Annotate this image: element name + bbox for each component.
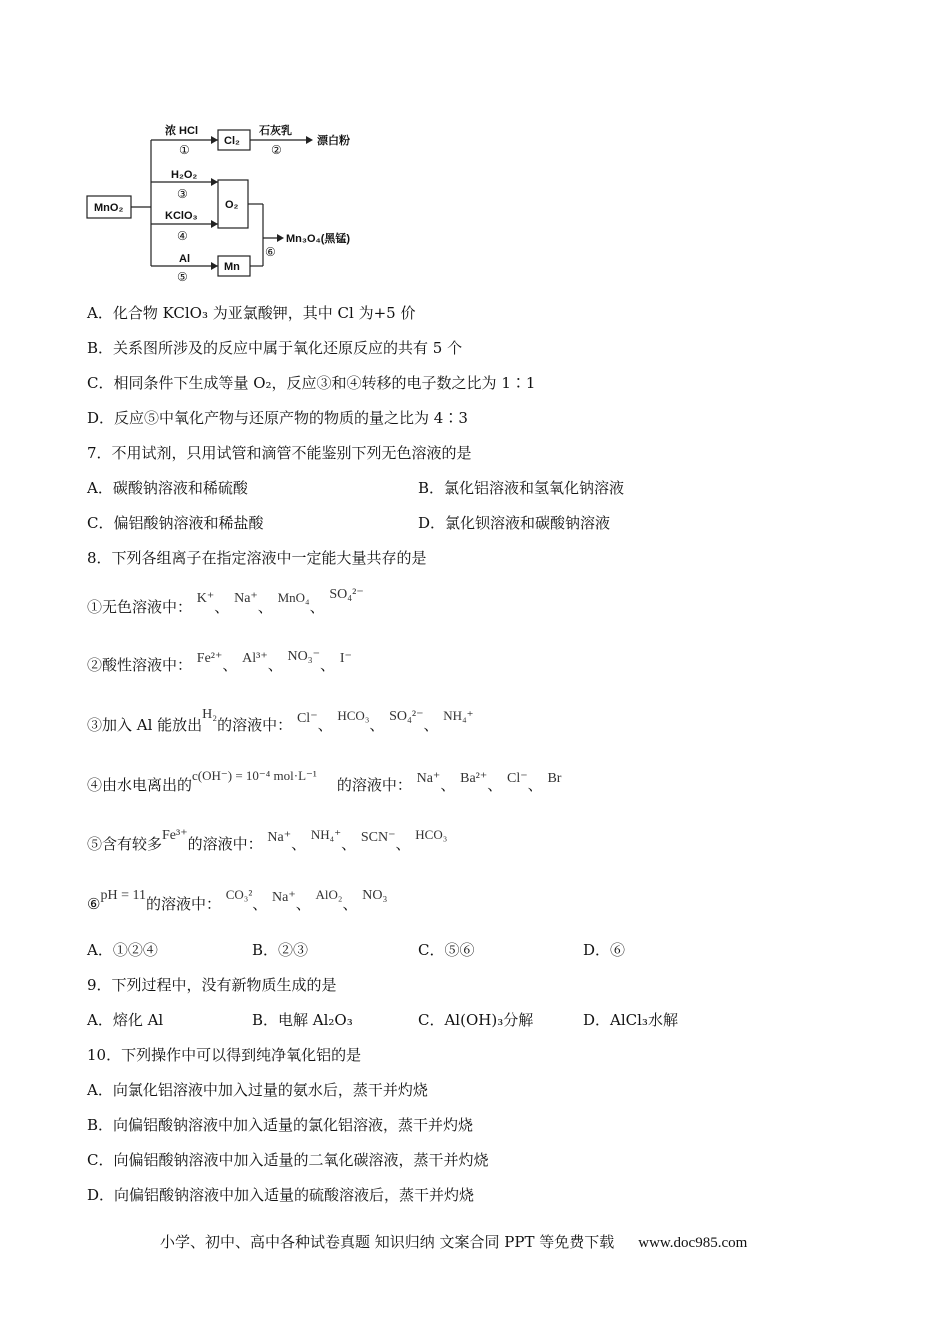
s5-label-a: ⑤含有较多	[87, 835, 163, 853]
s2-label: ②酸性溶液中：	[87, 656, 193, 674]
o2-label: O₂	[225, 199, 239, 211]
q8-statement-6: ⑥pH = 11的溶液中： CO₃²、 Na⁺、 AlO₂、 NO₃	[87, 887, 388, 913]
al-label: Al	[179, 253, 190, 265]
q9-option-b[interactable]: B．电解 Al₂O₃	[252, 1011, 353, 1029]
ion: SO₄²⁻	[329, 587, 364, 602]
q7-option-d[interactable]: D．氯化钡溶液和碳酸钠溶液	[418, 514, 611, 532]
s4-label-b: 的溶液中：	[336, 776, 412, 794]
step-6: ⑥	[265, 245, 276, 259]
q8-stem: 8．下列各组离子在指定溶液中一定能大量共存的是	[87, 549, 427, 567]
q7-option-c[interactable]: C．偏铝酸钠溶液和稀盐酸	[87, 514, 264, 532]
ion: Fe²⁺	[196, 651, 223, 666]
mn-label: Mn	[224, 261, 240, 273]
step-2: ②	[271, 143, 282, 157]
step-5: ⑤	[177, 270, 188, 284]
s5-label-b: 的溶液中：	[187, 835, 263, 853]
ion: NH₄⁺	[310, 827, 342, 842]
ion: MnO₄	[277, 590, 310, 605]
ion: NO₃⁻	[287, 649, 321, 664]
s6-label-b: 的溶液中：	[145, 895, 221, 913]
bleach-label: 漂白粉	[317, 135, 350, 147]
q8-option-d[interactable]: D．⑥	[583, 941, 626, 959]
q8-statement-3: ③加入 Al 能放出H₂的溶液中： Cl⁻、 HCO₃、 SO₄²⁻、 NH₄⁺	[87, 707, 474, 734]
ion: Na⁺	[272, 890, 296, 905]
ion: SCN⁻	[360, 830, 396, 845]
q10-stem: 10．下列操作中可以得到纯净氧化铝的是	[87, 1046, 362, 1064]
q9-option-d[interactable]: D．AlCl₃水解	[583, 1011, 678, 1029]
step-1: ①	[179, 143, 190, 157]
s6-label-a: ⑥	[87, 895, 101, 913]
q8-statement-4: ④由水电离出的c(OH⁻) = 10⁻⁴ mol·L⁻¹的溶液中： Na⁺、 Ba²⁺、 Cl⁻、 Br	[87, 768, 562, 794]
product-label: Mn₃O₄(黑锰)	[286, 233, 351, 245]
ion: AlO₂	[315, 887, 343, 902]
conc-hcl-label: 浓 HCl	[165, 125, 198, 137]
q10-option-b[interactable]: B．向偏铝酸钠溶液中加入适量的氯化铝溶液，蒸干并灼烧	[87, 1116, 474, 1134]
ion: K⁺	[196, 591, 215, 606]
ion: NO₃	[362, 888, 388, 903]
q7-stem: 7．不用试剂，只用试管和滴管不能鉴别下列无色溶液的是	[87, 444, 472, 462]
q7-option-b[interactable]: B．氯化铝溶液和氢氧化钠溶液	[418, 479, 625, 497]
ion: Na⁺	[267, 830, 292, 845]
q8-statement-2: ②酸性溶液中： Fe²⁺、 Al³⁺、 NO₃⁻、 I⁻	[87, 649, 352, 674]
q6-option-c[interactable]: C．相同条件下生成等量 O₂，反应③和④转移的电子数之比为 1∶1	[87, 374, 536, 392]
lime-milk-label: 石灰乳	[259, 125, 292, 137]
q9-option-a[interactable]: A．熔化 Al	[87, 1011, 164, 1029]
ion: NH₄⁺	[443, 708, 474, 723]
q6-option-a[interactable]: A．化合物 KClO₃ 为亚氯酸钾，其中 Cl 为+5 价	[87, 304, 416, 322]
mno2-label: MnO₂	[94, 202, 124, 214]
q10-option-c[interactable]: C．向偏铝酸钠溶液中加入适量的二氧化碳溶液，蒸干并灼烧	[87, 1151, 489, 1169]
ion: Cl⁻	[296, 711, 318, 726]
q10-option-d[interactable]: D．向偏铝酸钠溶液中加入适量的硫酸溶液后，蒸干并灼烧	[87, 1186, 475, 1204]
q8-statement-1: ①无色溶液中： K⁺、 Na⁺、 MnO₄、 SO₄²⁻	[87, 587, 364, 616]
ion: I⁻	[339, 651, 352, 666]
ion: Cl⁻	[507, 771, 528, 786]
oh-concentration: c(OH⁻) = 10⁻⁴ mol·L⁻¹	[192, 768, 317, 783]
q9-option-c[interactable]: C．Al(OH)₃分解	[418, 1011, 534, 1029]
q8-option-a[interactable]: A．①②④	[87, 941, 158, 959]
ion: Ba²⁺	[460, 771, 488, 786]
q6-option-b[interactable]: B．关系图所涉及的反应中属于氧化还原反应的共有 5 个	[87, 339, 463, 357]
footer-text: 小学、初中、高中各种试卷真题 知识归纳 文案合同 PPT 等免费下载	[160, 1233, 615, 1251]
h2o2-label: H₂O₂	[171, 169, 198, 181]
ion: Al³⁺	[242, 651, 268, 666]
reaction-diagram	[85, 118, 385, 288]
footer-url[interactable]: www.doc985.com	[638, 1235, 748, 1251]
h2-formula: H₂	[202, 707, 218, 722]
q8-statement-5: ⑤含有较多Fe³⁺的溶液中： Na⁺、 NH₄⁺、 SCN⁻、 HCO₃	[87, 827, 448, 853]
s3-label-b: 的溶液中：	[217, 716, 293, 734]
kclo3-label: KClO₃	[165, 210, 198, 222]
ion: SO₄²⁻	[389, 709, 424, 724]
q7-option-a[interactable]: A．碳酸钠溶液和稀硫酸	[87, 479, 248, 497]
q6-option-d[interactable]: D．反应⑤中氧化产物与还原产物的物质的量之比为 4∶3	[87, 409, 468, 427]
step-4: ④	[177, 229, 188, 243]
ion: Na⁺	[416, 771, 441, 786]
q8-option-c[interactable]: C．⑤⑥	[418, 941, 475, 959]
s4-label-a: ④由水电离出的	[87, 776, 193, 794]
q10-option-a[interactable]: A．向氯化铝溶液中加入过量的氨水后，蒸干并灼烧	[87, 1081, 428, 1099]
step-3: ③	[177, 187, 188, 201]
s1-label: ①无色溶液中：	[87, 598, 193, 616]
cl2-label: Cl₂	[224, 135, 240, 147]
ion: Na⁺	[234, 591, 258, 606]
ion: CO₃²	[225, 887, 253, 902]
q9-stem: 9．下列过程中，没有新物质生成的是	[87, 976, 337, 994]
ion: HCO₃	[337, 708, 370, 723]
ion: HCO₃	[415, 827, 448, 842]
ion: Br	[547, 771, 562, 786]
fe3-ion: Fe³⁺	[162, 828, 188, 843]
page-footer	[160, 1231, 747, 1252]
q8-option-b[interactable]: B．②③	[252, 941, 309, 959]
ph-condition: pH = 11	[100, 888, 146, 903]
s3-label-a: ③加入 Al 能放出	[87, 716, 203, 734]
